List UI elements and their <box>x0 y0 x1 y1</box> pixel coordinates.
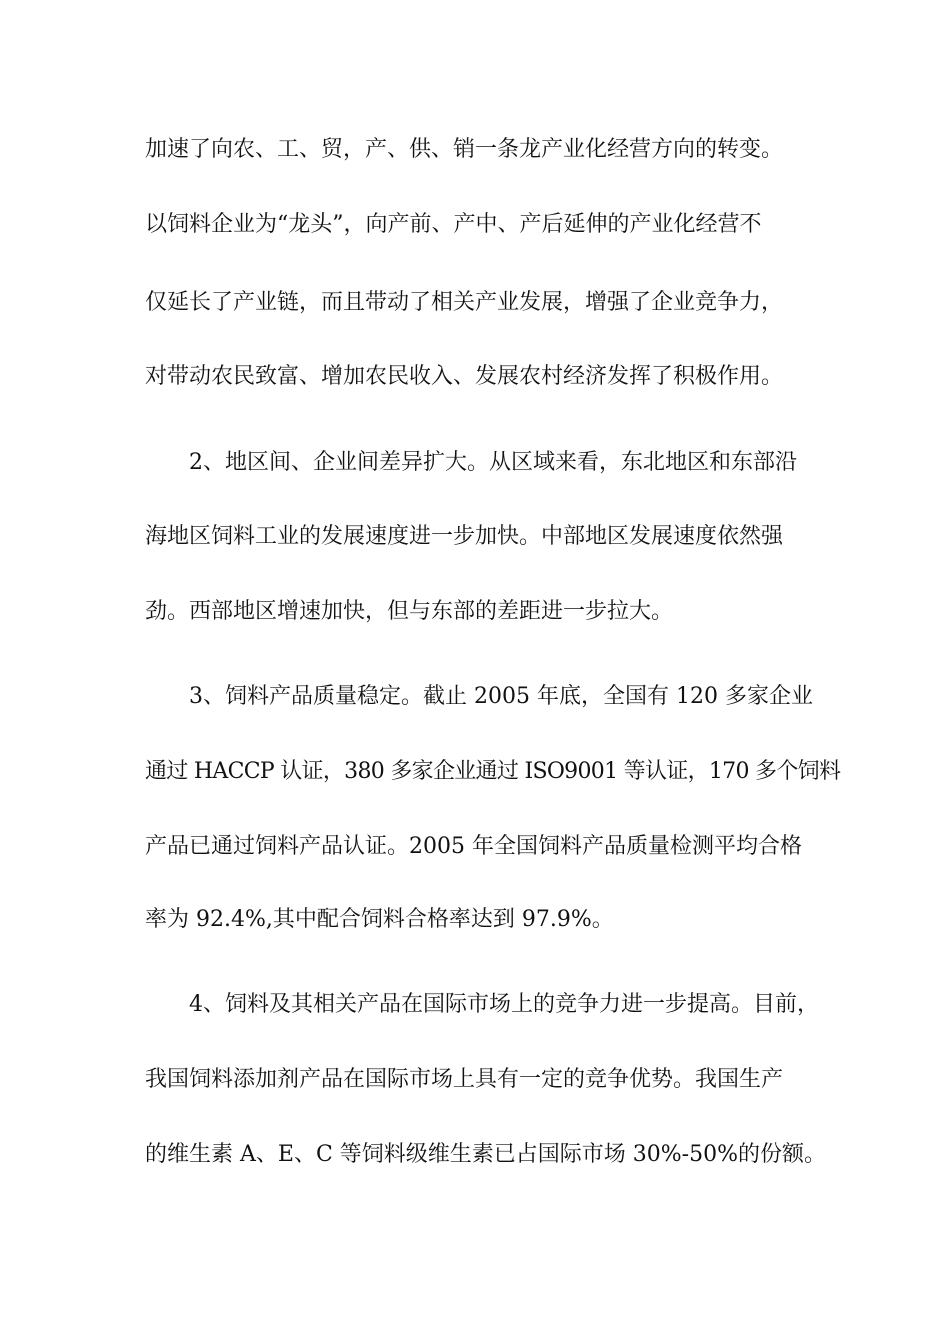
text-line: 产品已通过饲料产品认证。2005 年全国饲料产品质量检测平均合格 <box>145 834 802 859</box>
text-line: 通过 HACCP 认证，380 多家企业通过 ISO9001 等认证，170 多个饲料 <box>145 759 841 784</box>
text-line: 海地区饲料工业的发展速度进一步加快。中部地区发展速度依然强 <box>145 524 784 549</box>
text-line: 仅延长了产业链，而且带动了相关产业发展，增强了企业竞争力， <box>145 290 784 315</box>
text-line: 以饲料企业为“龙头”，向产前、产中、产后延伸的产业化经营不 <box>145 212 762 237</box>
text-line: 加速了向农、工、贸，产、供、销一条龙产业化经营方向的转变。 <box>145 137 784 162</box>
text-line: 对带动农民致富、增加农民收入、发展农村经济发挥了积极作用。 <box>145 364 784 389</box>
text-line: 率为 92.4%,其中配合饲料合格率达到 97.9%。 <box>145 907 614 932</box>
text-line: 劲。西部地区增速加快，但与东部的差距进一步拉大。 <box>145 599 674 624</box>
paragraph-3-first-line: 3、饲料产品质量稳定。截止 2005 年底，全国有 120 多家企业 <box>189 684 813 709</box>
paragraph-4-first-line: 4、饲料及其相关产品在国际市场上的竞争力进一步提高。目前， <box>189 992 819 1017</box>
text-line: 我国饲料添加剂产品在国际市场上具有一定的竞争优势。我国生产 <box>145 1067 784 1092</box>
text-line: 的维生素 A、E、C 等饲料级维生素已占国际市场 30%-50%的份额。 <box>145 1142 826 1167</box>
paragraph-2-first-line: 2、地区间、企业间差异扩大。从区域来看，东北地区和东部沿 <box>189 450 797 475</box>
